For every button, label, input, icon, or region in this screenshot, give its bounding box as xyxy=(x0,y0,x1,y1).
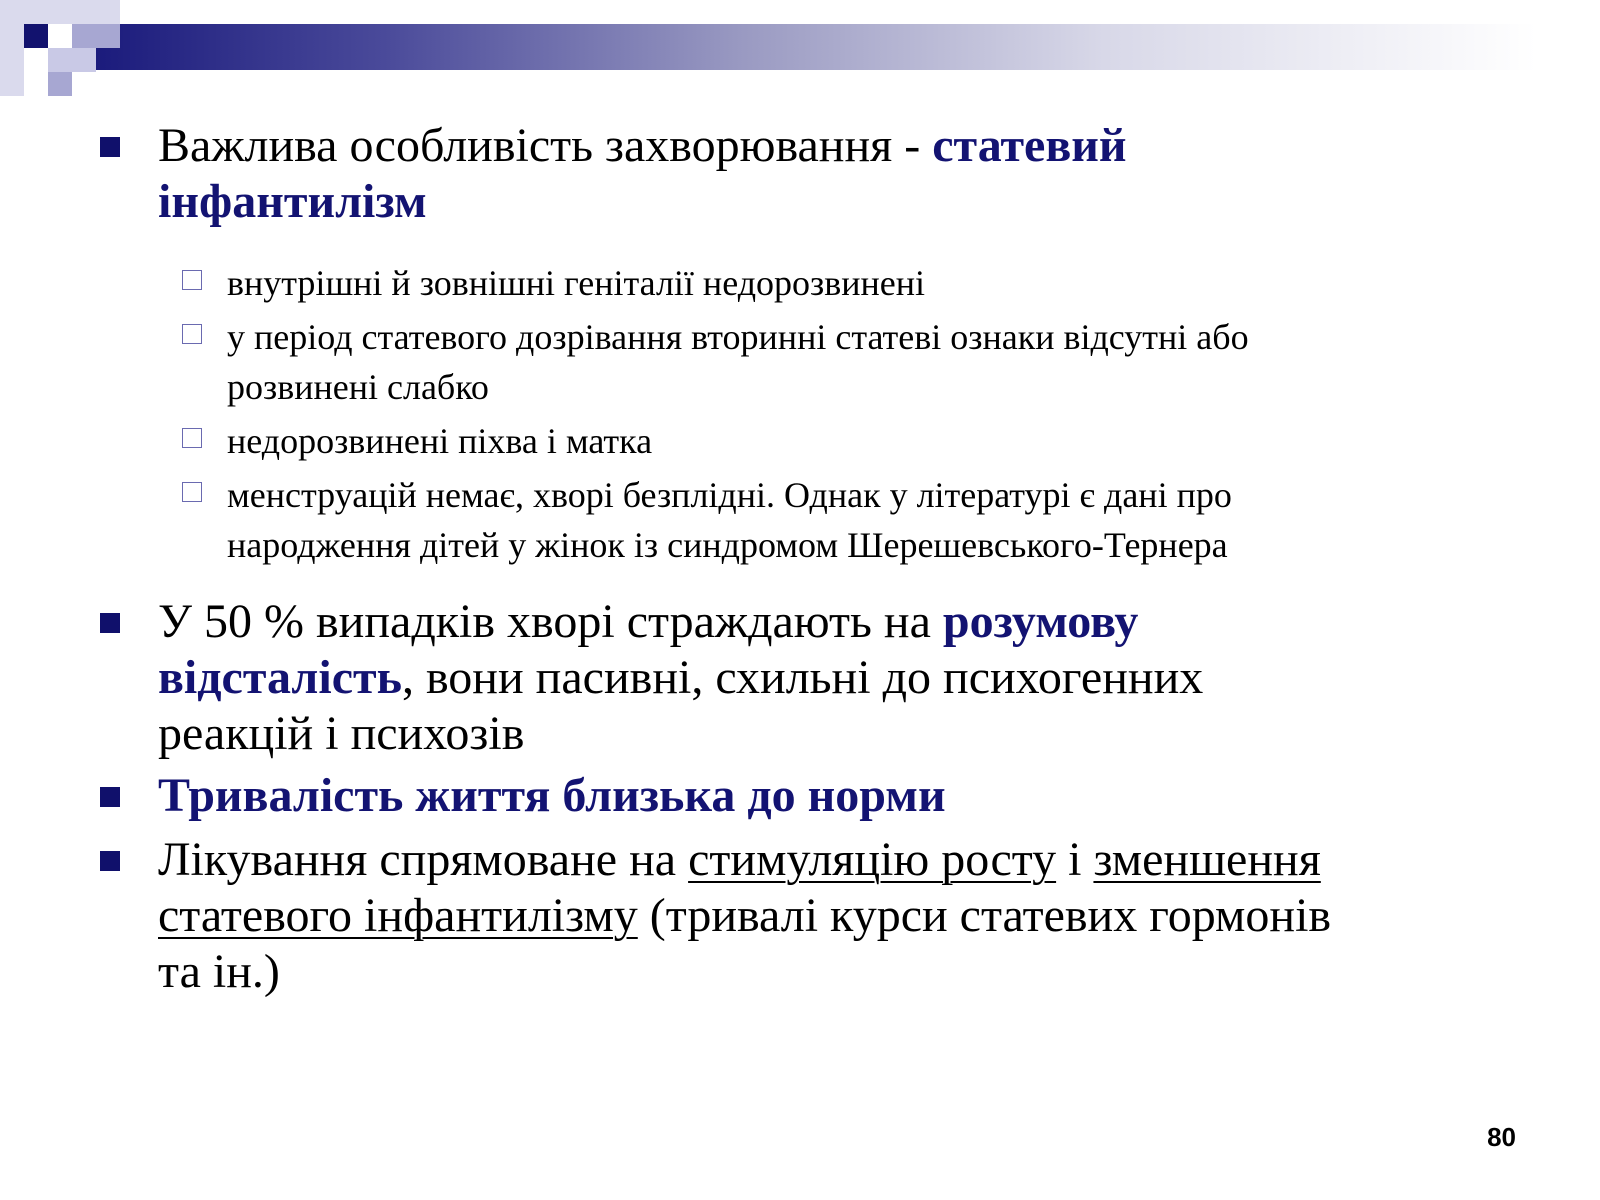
sub-list xyxy=(100,258,1360,570)
sub-item-text: менструацій немає, хворі безплідні. Однак у літературі є дані про народження дітей у жінок із синдромом Шерешевського-Тернера xyxy=(227,475,1232,565)
bullet-text: У 50 % випадків хворі страждають на xyxy=(158,595,943,648)
hollow-square-bullet-icon xyxy=(182,324,202,344)
sub-item xyxy=(100,470,1360,570)
bullet-text: Важлива особливість захворювання - xyxy=(158,119,933,172)
bullet-text: і xyxy=(1056,833,1094,886)
underlined-text: зменшення статевого інфантилізму xyxy=(158,833,1321,942)
bullet-text: , вони пасивні, схильні до психогенних реакцій і психозів xyxy=(158,651,1204,760)
sub-item xyxy=(100,416,1360,466)
square-bullet-icon xyxy=(100,787,120,807)
sub-item xyxy=(100,312,1360,412)
square-bullet-icon xyxy=(100,137,120,157)
bullet-item xyxy=(100,832,1360,1000)
underlined-text: стимуляцію росту xyxy=(688,833,1057,886)
bullet-highlight: розумову відсталість xyxy=(158,595,1139,704)
sub-item-text: у період статевого дозрівання вторинні статеві ознаки відсутні або розвинені слабко xyxy=(227,317,1249,407)
hollow-square-bullet-icon xyxy=(182,428,202,448)
decor-square xyxy=(48,48,96,72)
header-gradient-bar xyxy=(96,24,1536,70)
page-number: 80 xyxy=(1487,1122,1516,1152)
bullet-item xyxy=(100,768,1360,824)
square-bullet-icon xyxy=(100,851,120,871)
bullet-text: (тривалі курси статевих гормонів та ін.) xyxy=(158,889,1332,998)
bullet-item xyxy=(100,594,1360,762)
decor-square xyxy=(72,24,120,48)
bullet-text: Лікування спрямоване на xyxy=(158,833,689,886)
sub-item-text: недорозвинені піхва і матка xyxy=(227,421,653,461)
hollow-square-bullet-icon xyxy=(182,482,202,502)
sub-item-text: внутрішні й зовнішні геніталії недорозвинені xyxy=(227,263,926,303)
bullet-item xyxy=(100,118,1360,230)
bullet-highlight: Тривалість життя близька до норми xyxy=(158,769,946,822)
hollow-square-bullet-icon xyxy=(182,270,202,290)
decor-square xyxy=(48,72,72,96)
slide-content xyxy=(100,118,1360,1000)
sub-item xyxy=(100,258,1360,308)
square-bullet-icon xyxy=(100,613,120,633)
decor-square xyxy=(24,24,48,48)
bullet-highlight: статевий інфантилізм xyxy=(158,119,1127,228)
